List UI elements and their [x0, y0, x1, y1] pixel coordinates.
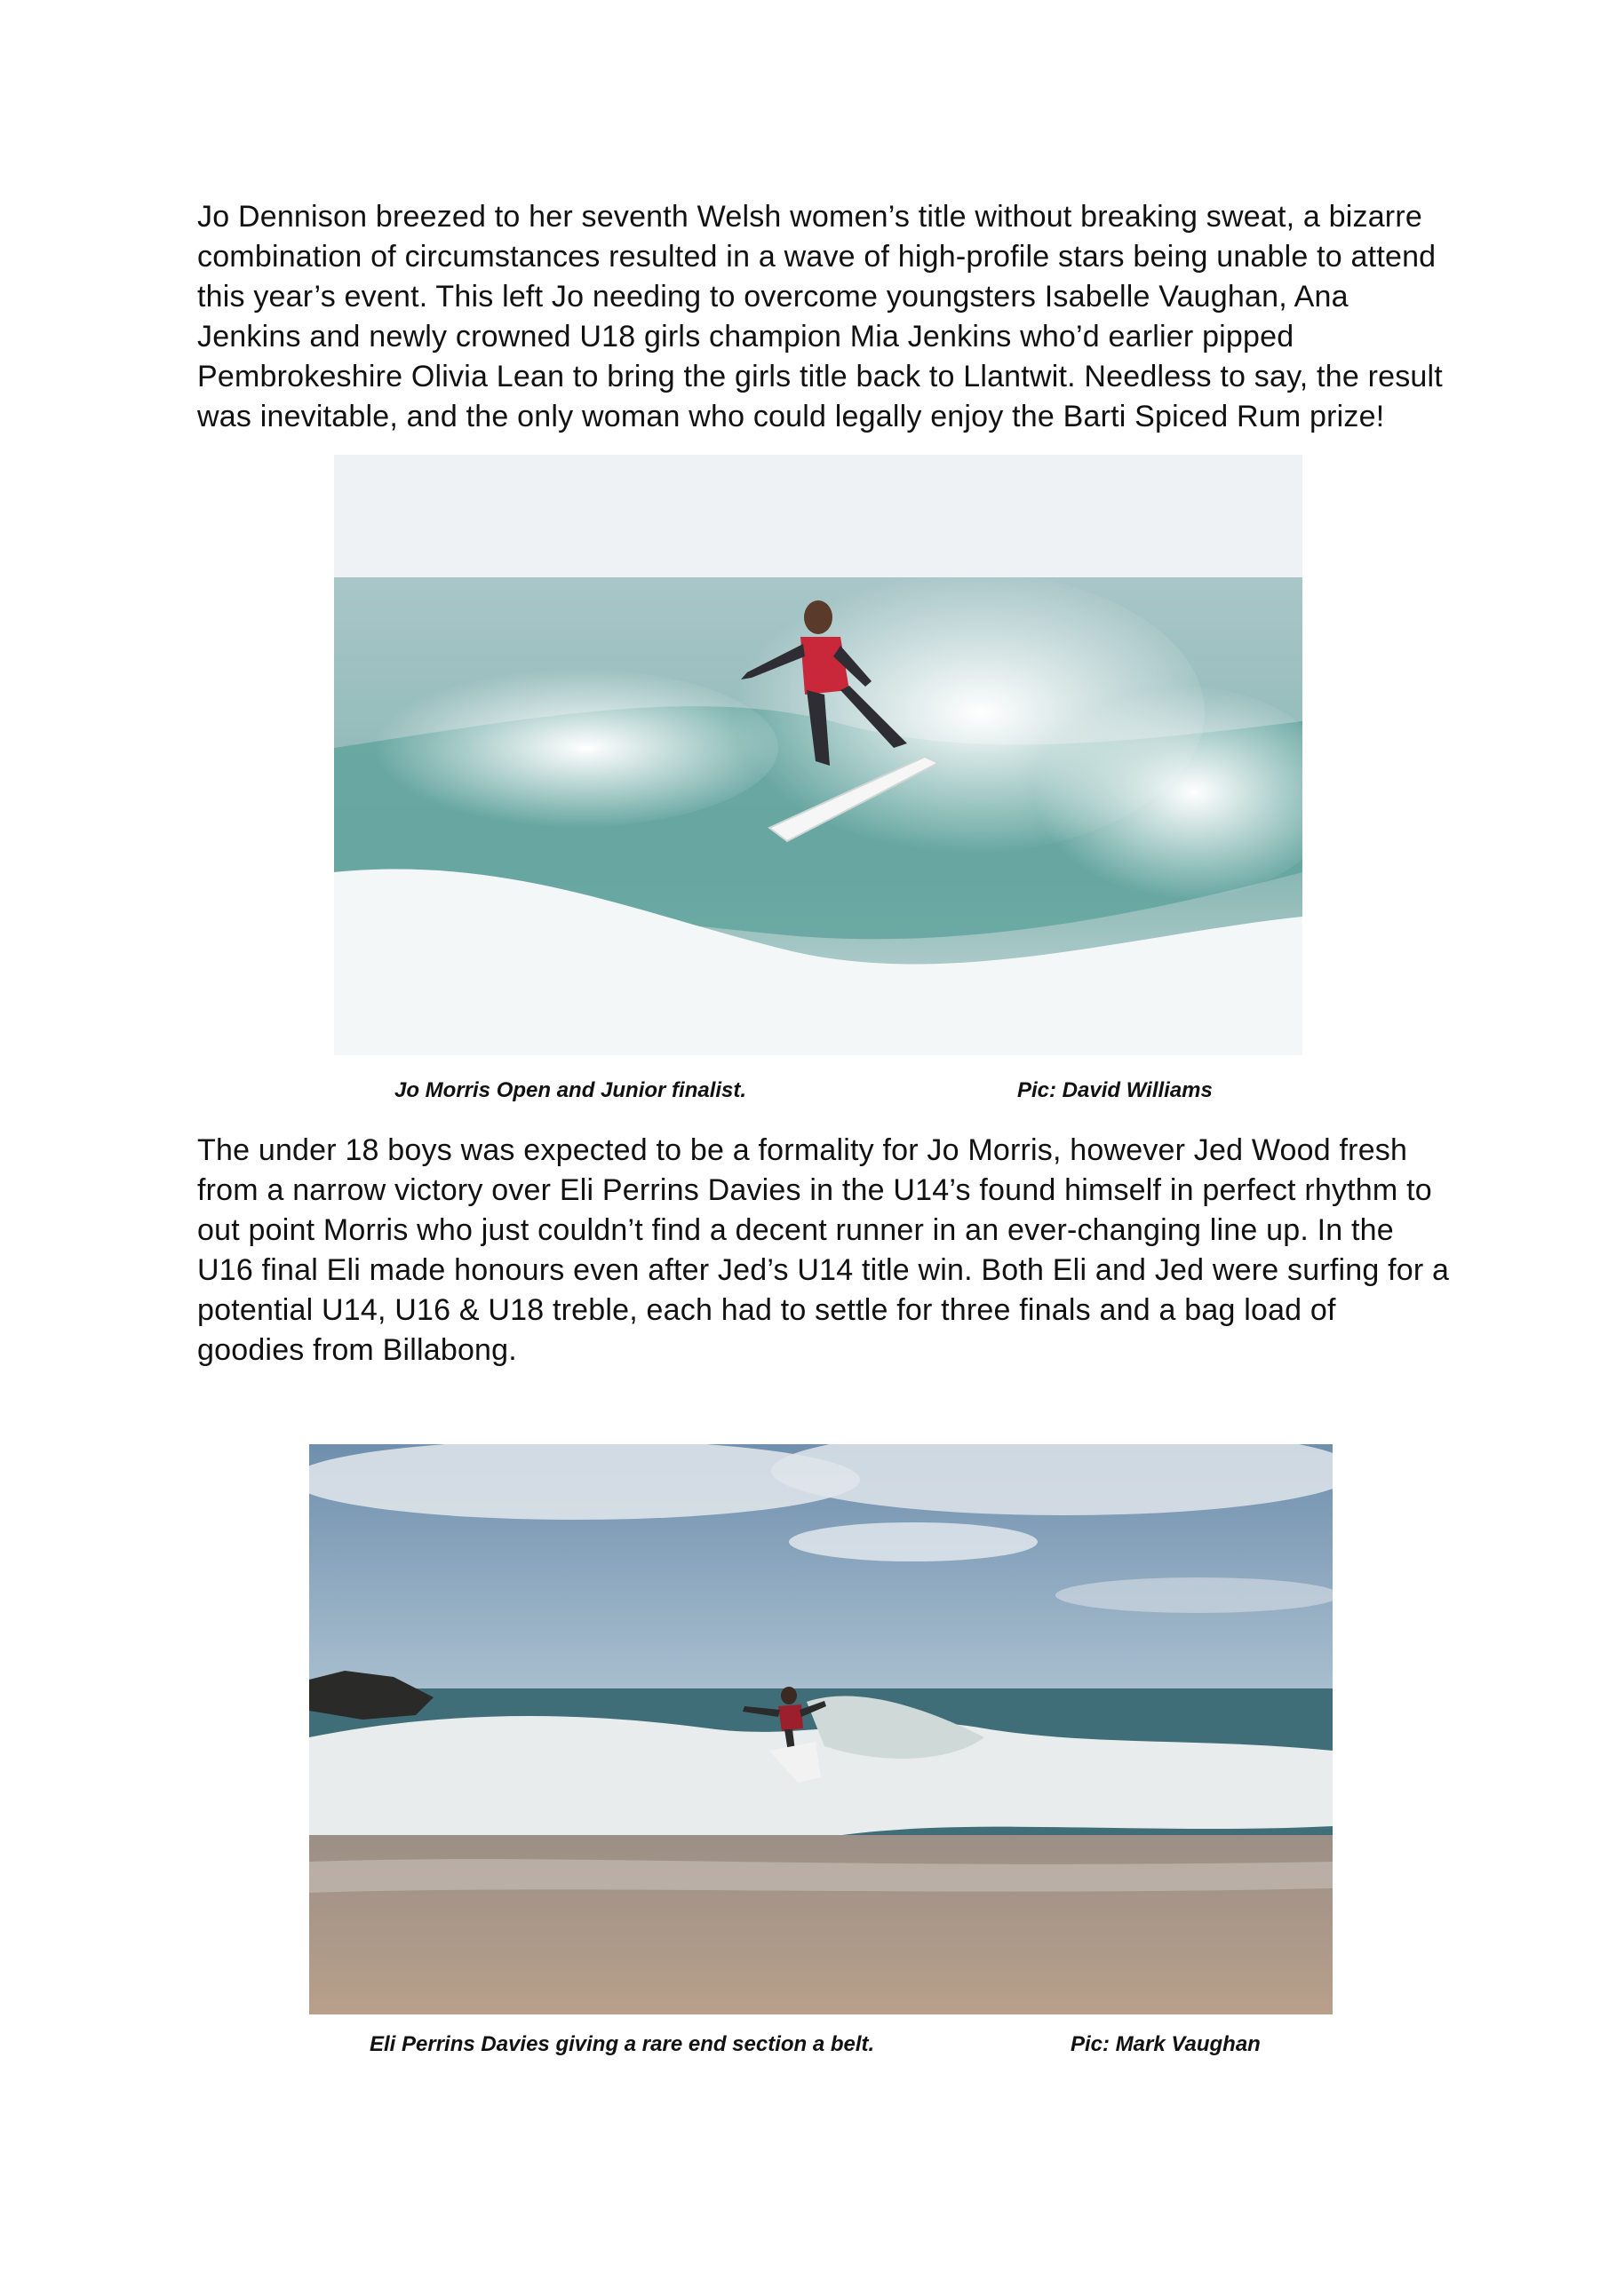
photo1-caption: Jo Morris Open and Junior finalist.: [394, 1078, 747, 1102]
photo2-caption: Eli Perrins Davies giving a rare end section a belt.: [370, 2032, 875, 2056]
photo-eli-perrins-davies-surfing: [309, 1444, 1333, 2014]
photo-jo-morris-surfing: [334, 455, 1302, 1055]
wet-sand-sheen: [309, 1859, 1333, 1893]
photo1-illustration: [334, 455, 1302, 1055]
paragraph-womens-title: Jo Dennison breezed to her seventh Welsh women’s title without breaking sweat, a bizarre combination of circumstances resulted in a wave of high-profile stars being unable to attend this year’s event. This left Jo needing to overcome youngsters Isabelle Vaughan, Ana Jenkins and newly crowned U18 girls champion Mia Jenkins who’d earlier pipped Pembrokeshire Olivia Lean to bring the girls title back to Llantwit. Needless to say, the result was inevitable, and the only woman who could legally enjoy the Barti Spiced Rum prize!: [197, 200, 1443, 433]
photo1-credit: Pic: David Williams: [1017, 1078, 1213, 1102]
photo2-illustration: [309, 1444, 1333, 2014]
photo2-credit: Pic: Mark Vaughan: [1071, 2032, 1261, 2056]
paragraph-under-18-boys: The under 18 boys was expected to be a formality for Jo Morris, however Jed Wood fresh from a narrow victory over Eli Perrins Davies in the U14’s found himself in perfect rhythm to out point Morris who just couldn’t find a decent runner in an ever-changing line up. In the U16 final Eli made honours even after Jed’s U14 title win. Both Eli and Jed were surfing for a potential U14, U16 & U18 treble, each had to settle for three finals and a bag load of goodies from Billabong.: [197, 1133, 1450, 1367]
cloud: [789, 1522, 1038, 1561]
cloud: [1055, 1577, 1333, 1613]
sky: [334, 455, 1302, 579]
